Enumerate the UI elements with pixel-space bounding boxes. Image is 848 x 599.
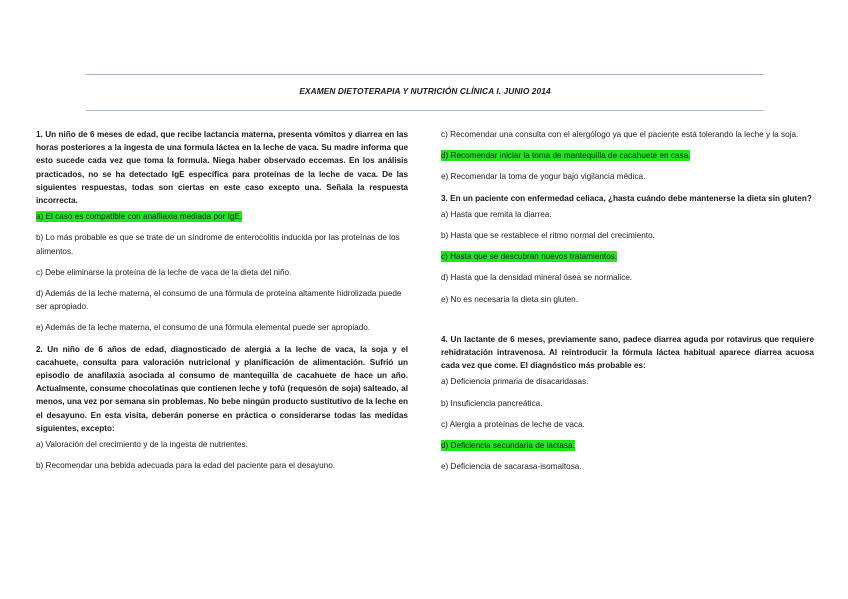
header-rule-bottom [86, 110, 764, 111]
q1-option-d: d) Además de la leche materna, el consumo de una fórmula de proteína altamente hidrolizada puede ser apropiado. [36, 289, 402, 312]
q1-option-b: b) Lo más probable es que se trate de un síndrome de enterocolitis inducida por las proteínas de los alimentos. [36, 233, 400, 256]
page-title: EXAMEN DIETOTERAPIA Y NUTRICIÓN CLÍNICA I. JUNIO 2014 [299, 86, 551, 96]
q3-option-c [441, 250, 814, 263]
q1-option-a-highlight: a) El caso es compatible con anafilaxia mediada por IgE. [36, 212, 243, 222]
header-rule-top [86, 74, 764, 75]
question-1: 1. Un niño de 6 meses de edad, que recibe lactancia materna, presenta vómitos y diarrea en las horas posteriores a la ingesta de una formula láctea en la leche de vaca. Su madre informa que esto sucede cada vez que toma la formula. Niega haber observado eccemas. En los análisis practicados, no se ha detectado IgE específica para proteínas de la leche de vaca. De las siguientes respuestas, todas son ciertas en este caso excepto una. Señala la respuesta incorrecta. [36, 130, 408, 206]
q2-option-b: b) Recomendar una bebida adecuada para la edad del paciente para el desayuno. [36, 461, 336, 471]
q4-option-e: e) Deficiencia de sacarasa-isomaltosa. [441, 462, 582, 472]
q1-option-e: e) Además de la leche materna, el consumo de una fórmula elemental puede ser apropiado. [36, 323, 371, 333]
q4-option-b: b) Insuficiencia pancreática. [441, 398, 543, 408]
q3-option-d: d) Hasta que la densidad mineral ósea se normalice. [441, 273, 633, 283]
q3-option-c-highlight: c) Hasta que se descubran nuevos tratamientos. [441, 252, 618, 262]
q3-option-a: a) Hasta que remita la diarrea. [441, 209, 552, 219]
q1-option-a [36, 210, 408, 223]
q1-option-c: c) Debe eliminarse la proteína de la leche de vaca de la dieta del niño. [36, 267, 292, 277]
q2-option-a: a) Valoración del crecimiento y de la ingesta de nutrientes. [36, 440, 248, 450]
q3-option-e: e) No es necesaria la dieta sin gluten. [441, 294, 578, 304]
q4-option-d [441, 439, 814, 452]
right-column [441, 128, 814, 481]
question-4: 4. Un lactante de 6 meses, previamente sano, padece diarrea aguda por rotavirus que requiere rehidratación intravenosa. Al reintroducir la fórmula láctea habitual aparece diarrea acuosa cada vez que come. El diagnóstico más probable es: [441, 334, 814, 371]
section-spacer [441, 314, 814, 333]
question-3: 3. En un paciente con enfermedad celiaca, ¿hasta cuándo debe mantenerse la dieta sin gluten? [441, 193, 812, 203]
q2-option-c: c) Recomendar una consulta con el alergólogo ya que el paciente está tolerando la leche y la soja. [441, 130, 799, 139]
question-2: 2. Un niño de 6 años de edad, diagnosticado de alergia a la leche de vaca, la soja y el cacahuete, consulta para valoración nutricional y planificación de alimentación. Sufrió un episodio de anafilaxia asociada al consumo de mantequilla de cacahuete de hace un año. Actualmente, consume chocolatinas que contienen leche y tofú (requesón de soja) salteado, al menos, una vez por semana sin problemas. No bebe ningún producto sustitutivo de la leche en el desayuno. En esta visita, deberán ponerse en práctica o considerarse todas las medidas siguientes, excepto: [36, 344, 408, 433]
q3-option-b: b) Hasta que se restablece el ritmo normal del crecimiento. [441, 231, 655, 241]
left-column [36, 128, 408, 480]
q2-option-d-highlight: d) Recomendar iniciar la toma de mantequilla de cacahuete en casa. [441, 151, 691, 161]
q4-option-c: c) Alergia a proteínas de leche de vaca. [441, 419, 585, 429]
q2-option-d [441, 149, 814, 162]
q4-option-d-highlight: d) Deficiencia secundaria de lactasa. [441, 441, 575, 451]
q2-option-e: e) Recomendar la toma de yogur bajo vigilancia médica. [441, 172, 646, 182]
q4-option-a: a) Deficiencia primaria de disacaridasas. [441, 377, 589, 387]
